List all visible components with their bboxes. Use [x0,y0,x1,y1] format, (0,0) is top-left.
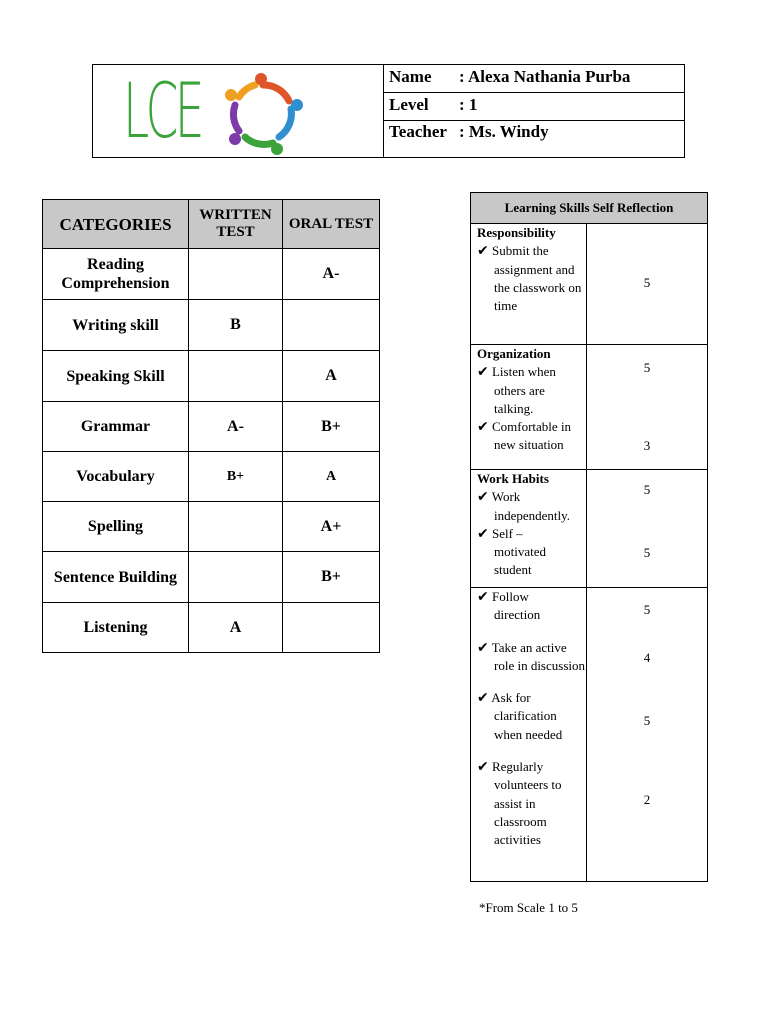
name-row [383,65,685,93]
grades-table [42,199,380,653]
section-title: Responsibility [477,225,556,240]
oral-grade: A+ [283,502,380,552]
written-grade: A [189,603,283,653]
skill-score-cell [587,588,708,882]
skill-item [471,689,586,744]
student-header [92,64,685,158]
oral-grade: B+ [283,552,380,603]
table-row [43,249,380,300]
skill-text-cont: assignment and the classwork on time [494,261,582,314]
skill-score: 4 [643,650,651,665]
checkmark-icon: ✔ [477,489,489,506]
written-grade [189,502,283,552]
logo [93,65,384,157]
skill-text-cont: volunteers to assist in classroom activities [494,777,562,848]
header-oral-test: ORAL TEST [283,200,380,249]
skills-header-row [471,193,708,224]
skill-item [471,588,586,625]
category-cell: Reading Comprehension [43,249,189,300]
skill-section [471,588,708,882]
header-categories: CATEGORIES [43,200,189,249]
skill-score: 5 [643,275,651,290]
skill-desc-cell [471,588,587,882]
skill-text: Follow [491,589,529,604]
section-title: Work Habits [477,471,549,486]
checkmark-icon: ✔ [477,419,489,436]
skill-score: 5 [643,602,651,617]
category-cell: Sentence Building [43,552,189,603]
skill-item [471,758,586,849]
table-row [43,452,380,502]
oral-grade [283,300,380,351]
table-row [43,402,380,452]
skill-text-cont: independently. [494,507,571,523]
skill-item [471,418,586,455]
checkmark-icon: ✔ [477,525,489,542]
skill-item [471,525,586,580]
written-grade: B+ [189,452,283,502]
skill-text: Work [491,489,521,505]
oral-grade: A [283,351,380,402]
skill-section [471,224,708,345]
written-grade [189,351,283,402]
skill-text: Submit the [491,243,549,259]
skill-text: Comfortable in [491,419,572,435]
category-cell: Listening [43,603,189,653]
table-row [43,603,380,653]
skill-item [471,488,586,525]
skill-section [471,345,708,470]
checkmark-icon: ✔ [477,690,489,707]
skills-title: Learning Skills Self Reflection [471,193,708,224]
category-cell: Spelling [43,502,189,552]
checkmark-icon: ✔ [477,364,489,381]
section-title: Organization [477,346,551,361]
skill-score-cell [587,470,708,588]
level-value: : 1 [459,95,478,114]
scale-footnote: *From Scale 1 to 5 [479,900,578,915]
table-row [43,502,380,552]
written-grade: A- [189,402,283,452]
written-grade: B [189,300,283,351]
teacher-label: Teacher [389,122,447,141]
skill-section [471,470,708,588]
skill-text-cont: direction [494,607,541,623]
skill-score: 5 [643,545,651,560]
skill-score: 5 [643,482,651,497]
level-label: Level [389,95,429,114]
skill-text-cont: new situation [494,437,564,453]
skill-text-cont: role in discussion [494,657,585,673]
skill-score: 2 [643,792,651,807]
skill-text: Take an active [491,639,567,655]
skill-text: Ask for [491,690,531,706]
oral-grade: A [283,452,380,502]
table-row [43,351,380,402]
header-written-test: WRITTEN TEST [189,200,283,249]
written-grade [189,552,283,603]
skill-desc-cell [471,224,587,345]
written-grade [189,249,283,300]
skill-desc-cell [471,345,587,470]
skill-score: 3 [643,438,651,453]
name-label: Name [389,67,432,86]
skill-item [471,242,586,315]
category-cell: Writing skill [43,300,189,351]
skill-text-cont: motivated student [494,544,546,578]
category-cell: Vocabulary [43,452,189,502]
skill-text: Regularly [491,759,544,775]
skill-score: 5 [643,713,651,728]
checkmark-icon: ✔ [477,639,489,656]
skill-text-cont: others are talking. [494,382,545,416]
skill-desc-cell [471,470,587,588]
grades-header-row [43,200,380,249]
skills-reflection-table [470,192,708,882]
skill-text-cont: clarification when needed [494,708,563,742]
oral-grade: A- [283,249,380,300]
name-value: : Alexa Nathania Purba [459,67,631,86]
category-cell: Grammar [43,402,189,452]
table-row [43,552,380,603]
table-row [43,300,380,351]
skill-item [471,363,586,418]
teacher-value: : Ms. Windy [459,122,549,141]
skill-score-cell [587,345,708,470]
logo-text: LCE [123,66,201,155]
level-row [383,93,685,121]
oral-grade [283,603,380,653]
people-circle-icon [221,71,305,155]
teacher-row [383,120,685,148]
checkmark-icon: ✔ [477,759,489,776]
oral-grade: B+ [283,402,380,452]
skill-score: 5 [643,360,651,375]
category-cell: Speaking Skill [43,351,189,402]
skill-score-cell [587,224,708,345]
checkmark-icon: ✔ [477,589,489,605]
checkmark-icon: ✔ [477,243,489,260]
skill-text: Self – [491,525,523,541]
skill-item [471,639,586,676]
skill-text: Listen when [491,364,556,380]
